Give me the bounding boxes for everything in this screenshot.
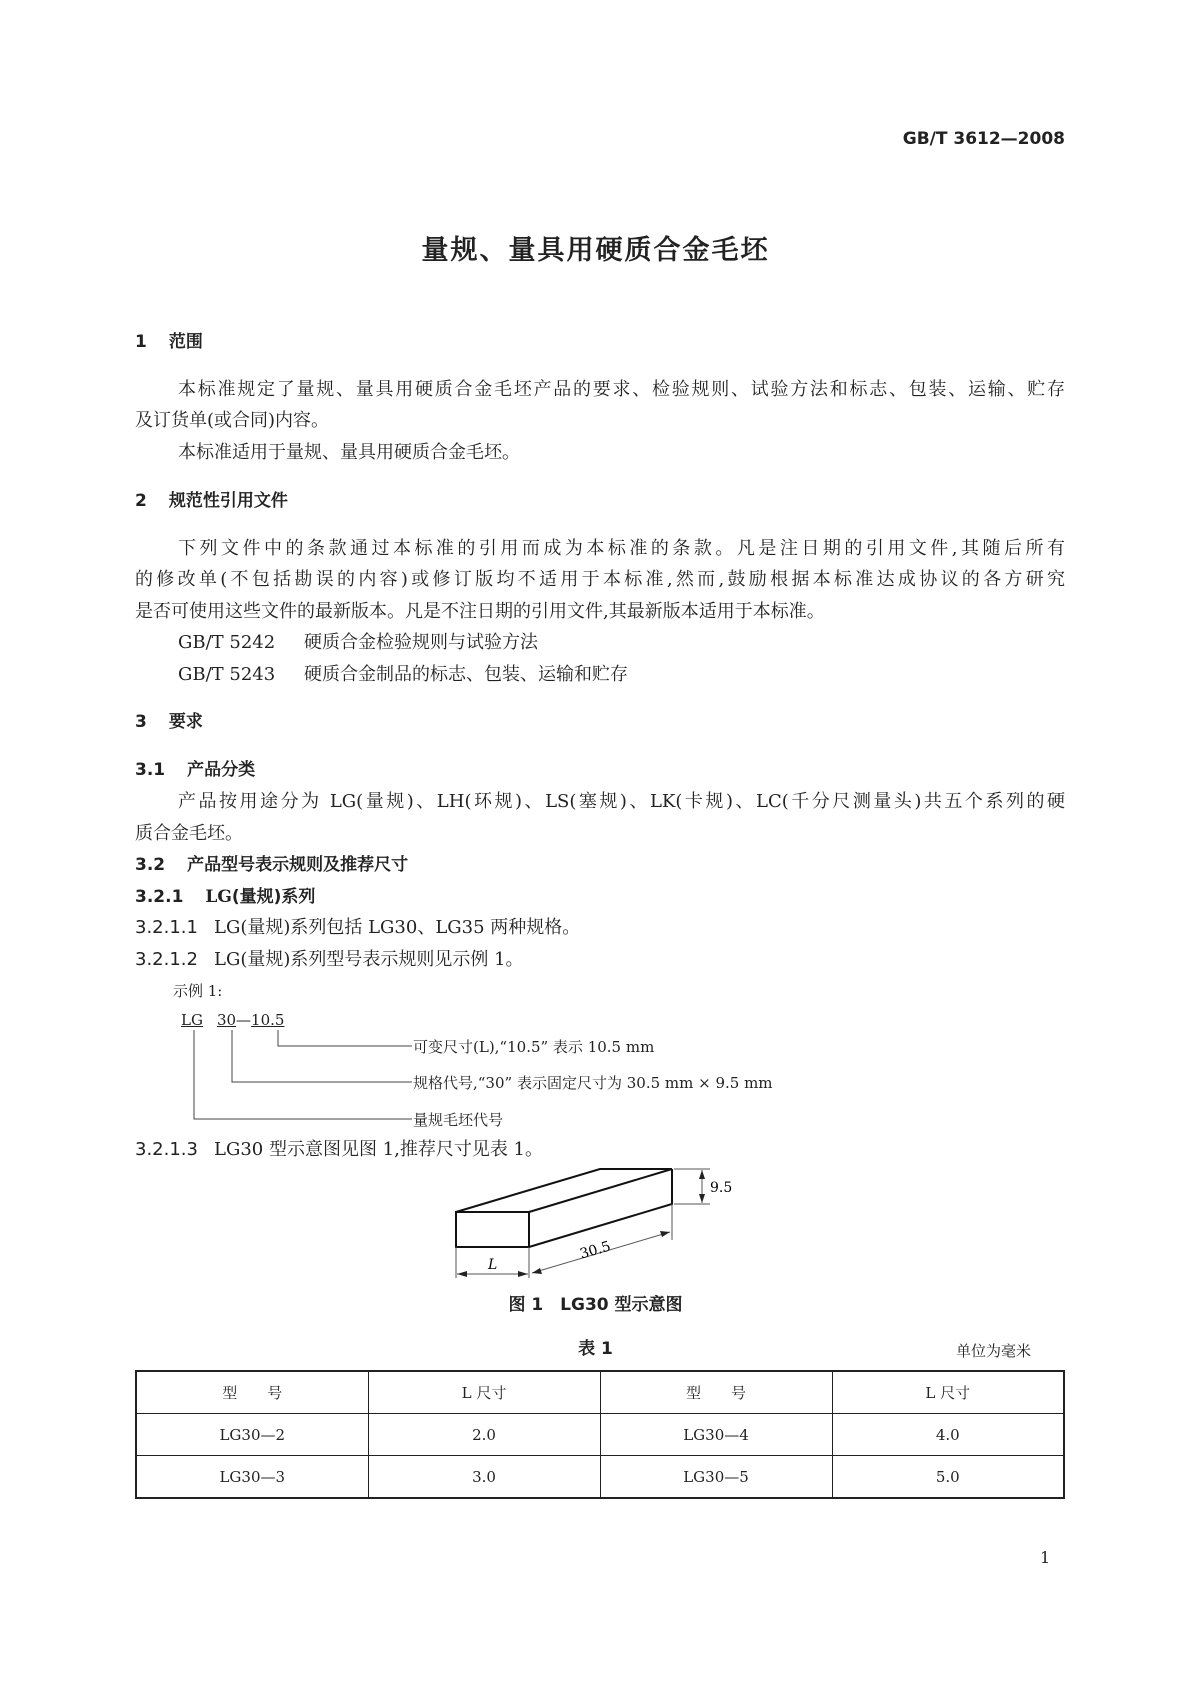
table-cell: LG30—2 <box>136 1414 368 1456</box>
clause-3-2-1-2: 3.2.1.2 LG(量规)系列型号表示规则见示例 1。 <box>135 949 524 970</box>
example-code: LG 30—10.5 <box>181 1011 285 1029</box>
section-2-heading: 2 规范性引用文件 <box>135 491 288 511</box>
paragraph: 质合金毛坯。 <box>135 823 243 844</box>
example-note: 量规毛坯代号 <box>413 1111 504 1129</box>
table-header-row <box>136 1371 1064 1414</box>
table-cell: 2.0 <box>368 1414 600 1456</box>
example-note: 规格代号,“30” 表示固定尺寸为 30.5 mm × 9.5 mm <box>413 1074 773 1092</box>
page-number: 1 <box>1040 1548 1051 1567</box>
reference-item: GB/T 5243 硬质合金制品的标志、包装、运输和贮存 <box>178 664 628 685</box>
reference-item: GB/T 5242 硬质合金检验规则与试验方法 <box>178 632 538 653</box>
paragraph: 下列文件中的条款通过本标准的引用而成为本标准的条款。凡是注日期的引用文件,其随后所有 <box>178 538 1065 559</box>
paragraph: 的修改单(不包括勘误的内容)或修订版均不适用于本标准,然而,鼓励根据本标准达成协议的各方研究 <box>135 569 1065 590</box>
column-header: 型 号 <box>600 1371 832 1414</box>
table-unit: 单位为毫米 <box>956 1342 1032 1360</box>
example-label: 示例 1: <box>173 982 223 1000</box>
table-cell: LG30—3 <box>136 1456 368 1499</box>
table-cell: LG30—5 <box>600 1456 832 1499</box>
figure-caption: 图 1 LG30 型示意图 <box>508 1295 683 1315</box>
dimension-height: 9.5 <box>710 1180 733 1196</box>
example-note: 可变尺寸(L),“10.5” 表示 10.5 mm <box>413 1038 655 1056</box>
dimension-length: 30.5 <box>578 1238 613 1263</box>
section-3-2-heading: 3.2 产品型号表示规则及推荐尺寸 <box>135 855 409 875</box>
column-header: L 尺寸 <box>368 1371 600 1414</box>
column-header: L 尺寸 <box>832 1371 1064 1414</box>
column-header: 型 号 <box>136 1371 368 1414</box>
standard-code: GB/T 3612—2008 <box>902 129 1065 149</box>
table-row <box>136 1414 1064 1456</box>
section-3-2-1-heading: 3.2.1 LG(量规)系列 <box>135 887 316 907</box>
table-cell: LG30—4 <box>600 1414 832 1456</box>
paragraph: 是否可使用这些文件的最新版本。凡是不注日期的引用文件,其最新版本适用于本标准。 <box>135 601 825 622</box>
paragraph: 本标准适用于量规、量具用硬质合金毛坯。 <box>178 442 520 463</box>
page-title: 量规、量具用硬质合金毛坯 <box>421 235 770 266</box>
section-3-1-heading: 3.1 产品分类 <box>135 760 256 780</box>
lg30-figure <box>440 1160 760 1300</box>
paragraph: 本标准规定了量规、量具用硬质合金毛坯产品的要求、检验规则、试验方法和标志、包装、运输、贮存 <box>178 379 1065 400</box>
table-cell: 3.0 <box>368 1456 600 1499</box>
table-cell: 5.0 <box>832 1456 1064 1499</box>
paragraph: 及订货单(或合同)内容。 <box>135 410 330 431</box>
clause-3-2-1-1: 3.2.1.1 LG(量规)系列包括 LG30、LG35 两种规格。 <box>135 917 581 938</box>
section-1-heading: 1 范围 <box>135 332 203 352</box>
table-row <box>136 1456 1064 1499</box>
paragraph: 产品按用途分为 LG(量规)、LH(环规)、LS(塞规)、LK(卡规)、LC(千分尺测量头)共五个系列的硬 <box>178 791 1065 812</box>
clause-3-2-1-3: 3.2.1.3 LG30 型示意图见图 1,推荐尺寸见表 1。 <box>135 1139 544 1160</box>
table-cell: 4.0 <box>832 1414 1064 1456</box>
table-title: 表 1 <box>578 1339 613 1359</box>
dimension-width: L <box>488 1257 498 1273</box>
dimensions-table <box>135 1370 1065 1499</box>
section-3-heading: 3 要求 <box>135 712 203 732</box>
